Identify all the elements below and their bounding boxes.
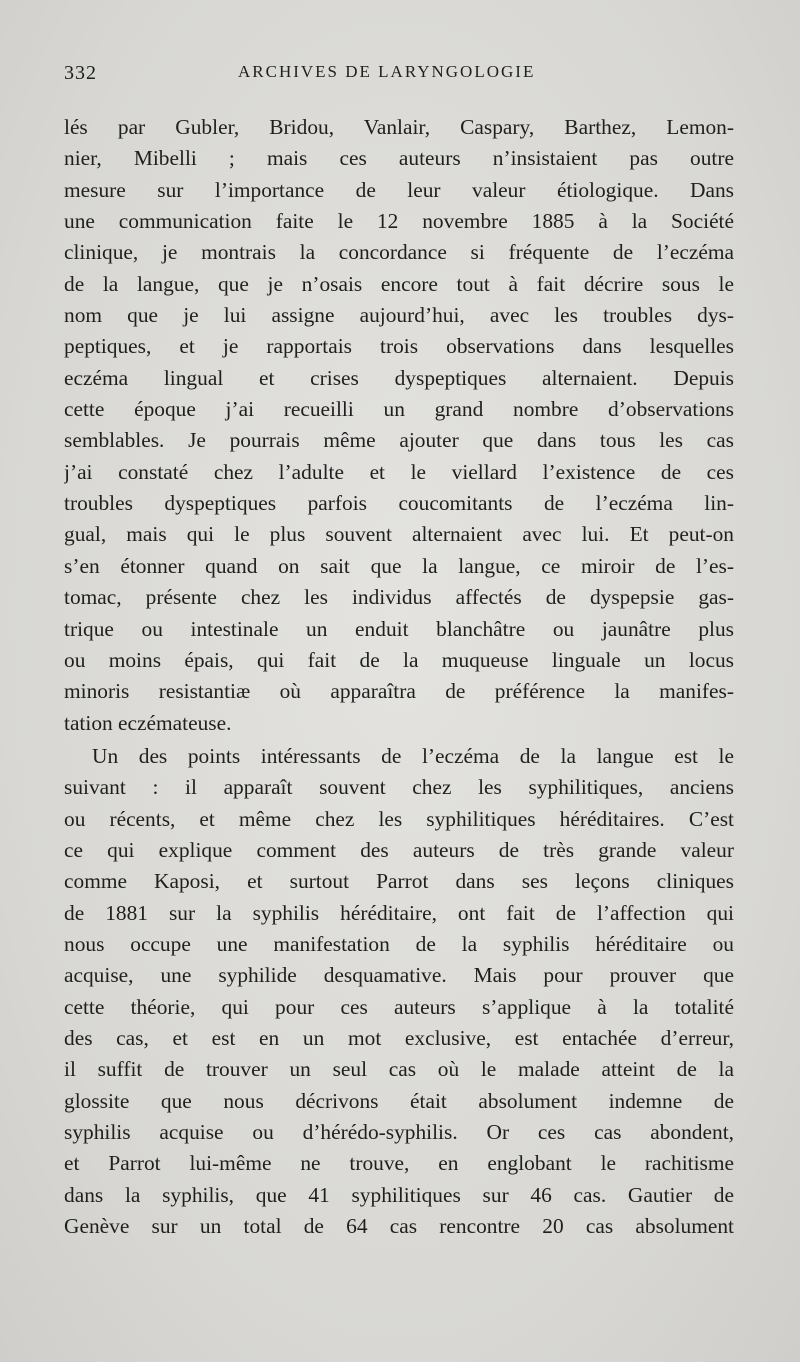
text-line: de la langue, que je n’osais encore tout à fait décrire sous le: [64, 271, 734, 296]
text-line: j’ai constaté chez l’adulte et le viellard l’existence de ces: [64, 459, 734, 484]
text-line: il suffit de trouver un seul cas où le malade atteint de la: [64, 1057, 734, 1082]
text-line: ou moins épais, qui fait de la muqueuse linguale un locus: [64, 647, 734, 672]
paragraph-2: [64, 741, 734, 1243]
text-line: Genève sur un total de 64 cas rencontre 20 cas absolument: [64, 1214, 734, 1239]
text-line: mesure sur l’importance de leur valeur étiologique. Dans: [64, 177, 734, 202]
text-line: une communication faite le 12 novembre 1885 à la Société: [64, 209, 734, 234]
paragraph-1: [64, 112, 734, 739]
text-line: de 1881 sur la syphilis héréditaire, ont fait de l’affection qui: [64, 900, 734, 925]
text-line: cette théorie, qui pour ces auteurs s’applique à la totalité: [64, 994, 734, 1019]
text-line: des cas, et est en un mot exclusive, est entachée d’erreur,: [64, 1025, 734, 1050]
text-line: ce qui explique comment des auteurs de très grande valeur: [64, 837, 734, 862]
text-line: clinique, je montrais la concordance si fréquente de l’eczéma: [64, 240, 734, 265]
text-line: lés par Gubler, Bridou, Vanlair, Caspary, Barthez, Lemon-: [64, 115, 734, 139]
text-line: comme Kaposi, et surtout Parrot dans ses leçons cliniques: [64, 869, 734, 894]
text-line: gual, mais qui le plus souvent alternaient avec lui. Et peut-on: [64, 522, 734, 547]
body-text: [64, 112, 734, 1242]
text-line: peptiques, et je rapportais trois observations dans lesquelles: [64, 334, 734, 359]
text-line: cette époque j’ai recueilli un grand nombre d’observations: [64, 397, 734, 422]
text-line: acquise, une syphilide desquamative. Mais pour prouver que: [64, 963, 734, 988]
page-number: 332: [64, 62, 97, 84]
text-line: s’en étonner quand on sait que la langue, ce miroir de l’es-: [64, 553, 734, 578]
text-line: nier, Mibelli ; mais ces auteurs n’insistaient pas outre: [64, 146, 734, 171]
journal-title: ARCHIVES DE LARYNGOLOGIE: [238, 62, 536, 81]
text-line: nom que je lui assigne aujourd’hui, avec les troubles dys-: [64, 303, 734, 328]
running-head: [64, 62, 732, 88]
text-line: semblables. Je pourrais même ajouter que dans tous les cas: [64, 428, 734, 453]
text-line: glossite que nous décrivons était absolument indemne de: [64, 1088, 734, 1113]
text-line: ou récents, et même chez les syphilitiques héréditaires. C’est: [64, 806, 734, 831]
text-line: tation eczémateuse.: [64, 710, 232, 735]
text-line: dans la syphilis, que 41 syphilitiques sur 46 cas. Gautier de: [64, 1182, 734, 1207]
text-line: suivant : il apparaît souvent chez les syphilitiques, anciens: [64, 775, 734, 800]
text-line: eczéma lingual et crises dyspeptiques alternaient. Depuis: [64, 365, 734, 390]
text-line: trique ou intestinale un enduit blanchâtre ou jaunâtre plus: [64, 616, 734, 641]
text-line: troubles dyspeptiques parfois coucomitants de l’eczéma lin-: [64, 491, 734, 516]
text-line: minoris resistantiæ où apparaîtra de préférence la manifes-: [64, 679, 734, 704]
text-line: Un des points intéressants de l’eczéma de la langue est le: [92, 743, 734, 768]
text-line: syphilis acquise ou d’hérédo-syphilis. Or ces cas abondent,: [64, 1120, 734, 1144]
text-line: tomac, présente chez les individus affectés de dyspepsie gas-: [64, 585, 734, 610]
text-line: nous occupe une manifestation de la syphilis héréditaire ou: [64, 931, 734, 956]
text-line: et Parrot lui-même ne trouve, en englobant le rachitisme: [64, 1151, 734, 1176]
